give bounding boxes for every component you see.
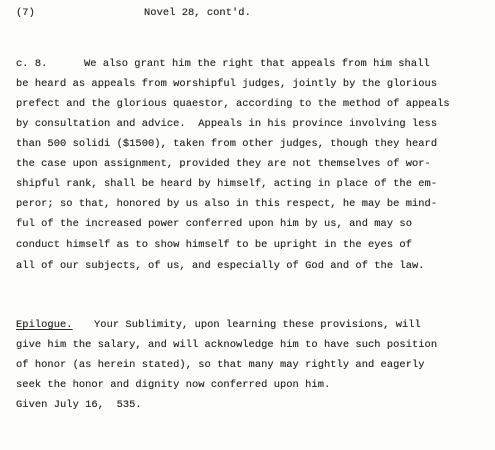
- page-number: (7): [16, 7, 35, 19]
- section-line: conduct himself as to show himself to be upright in the eyes of: [16, 239, 412, 251]
- section-line: be heard as appeals from worshipful judges, jointly by the glorious: [16, 78, 438, 90]
- section-line: shipful rank, shall be heard by himself, acting in place of the em-: [16, 178, 438, 190]
- section-marker: c. 8.: [16, 58, 48, 70]
- given-date: Given July 16, 535.: [16, 399, 142, 411]
- section-line: by consultation and advice. Appeals in his province involving less: [16, 118, 438, 130]
- section-line: ful of the increased power conferred upon him by us, and may so: [16, 218, 412, 230]
- section-line: We also grant him the right that appeals from him shall: [84, 58, 430, 70]
- epilogue-line: Your Sublimity, upon learning these provisions, will: [94, 319, 421, 331]
- section-line: peror; so that, honored by us also in this respect, he may be mind-: [16, 198, 438, 210]
- epilogue-line: give him the salary, and will acknowledge him to have such position: [16, 339, 438, 351]
- section-line: all of our subjects, of us, and especially of God and of the law.: [16, 260, 425, 272]
- section-line: prefect and the glorious quaestor, according to the method of appeals: [16, 98, 450, 110]
- epilogue-heading: Epilogue.: [16, 319, 73, 331]
- running-title: Novel 28, cont'd.: [144, 7, 251, 19]
- epilogue-line: of honor (as herein stated), so that many may rightly and eagerly: [16, 359, 425, 371]
- section-line: than 500 solidi ($1500), taken from other judges, though they heard: [16, 138, 438, 150]
- epilogue-line: seek the honor and dignity now conferred upon him.: [16, 379, 331, 391]
- section-line: the case upon assignment, provided they are not themselves of wor-: [16, 158, 431, 170]
